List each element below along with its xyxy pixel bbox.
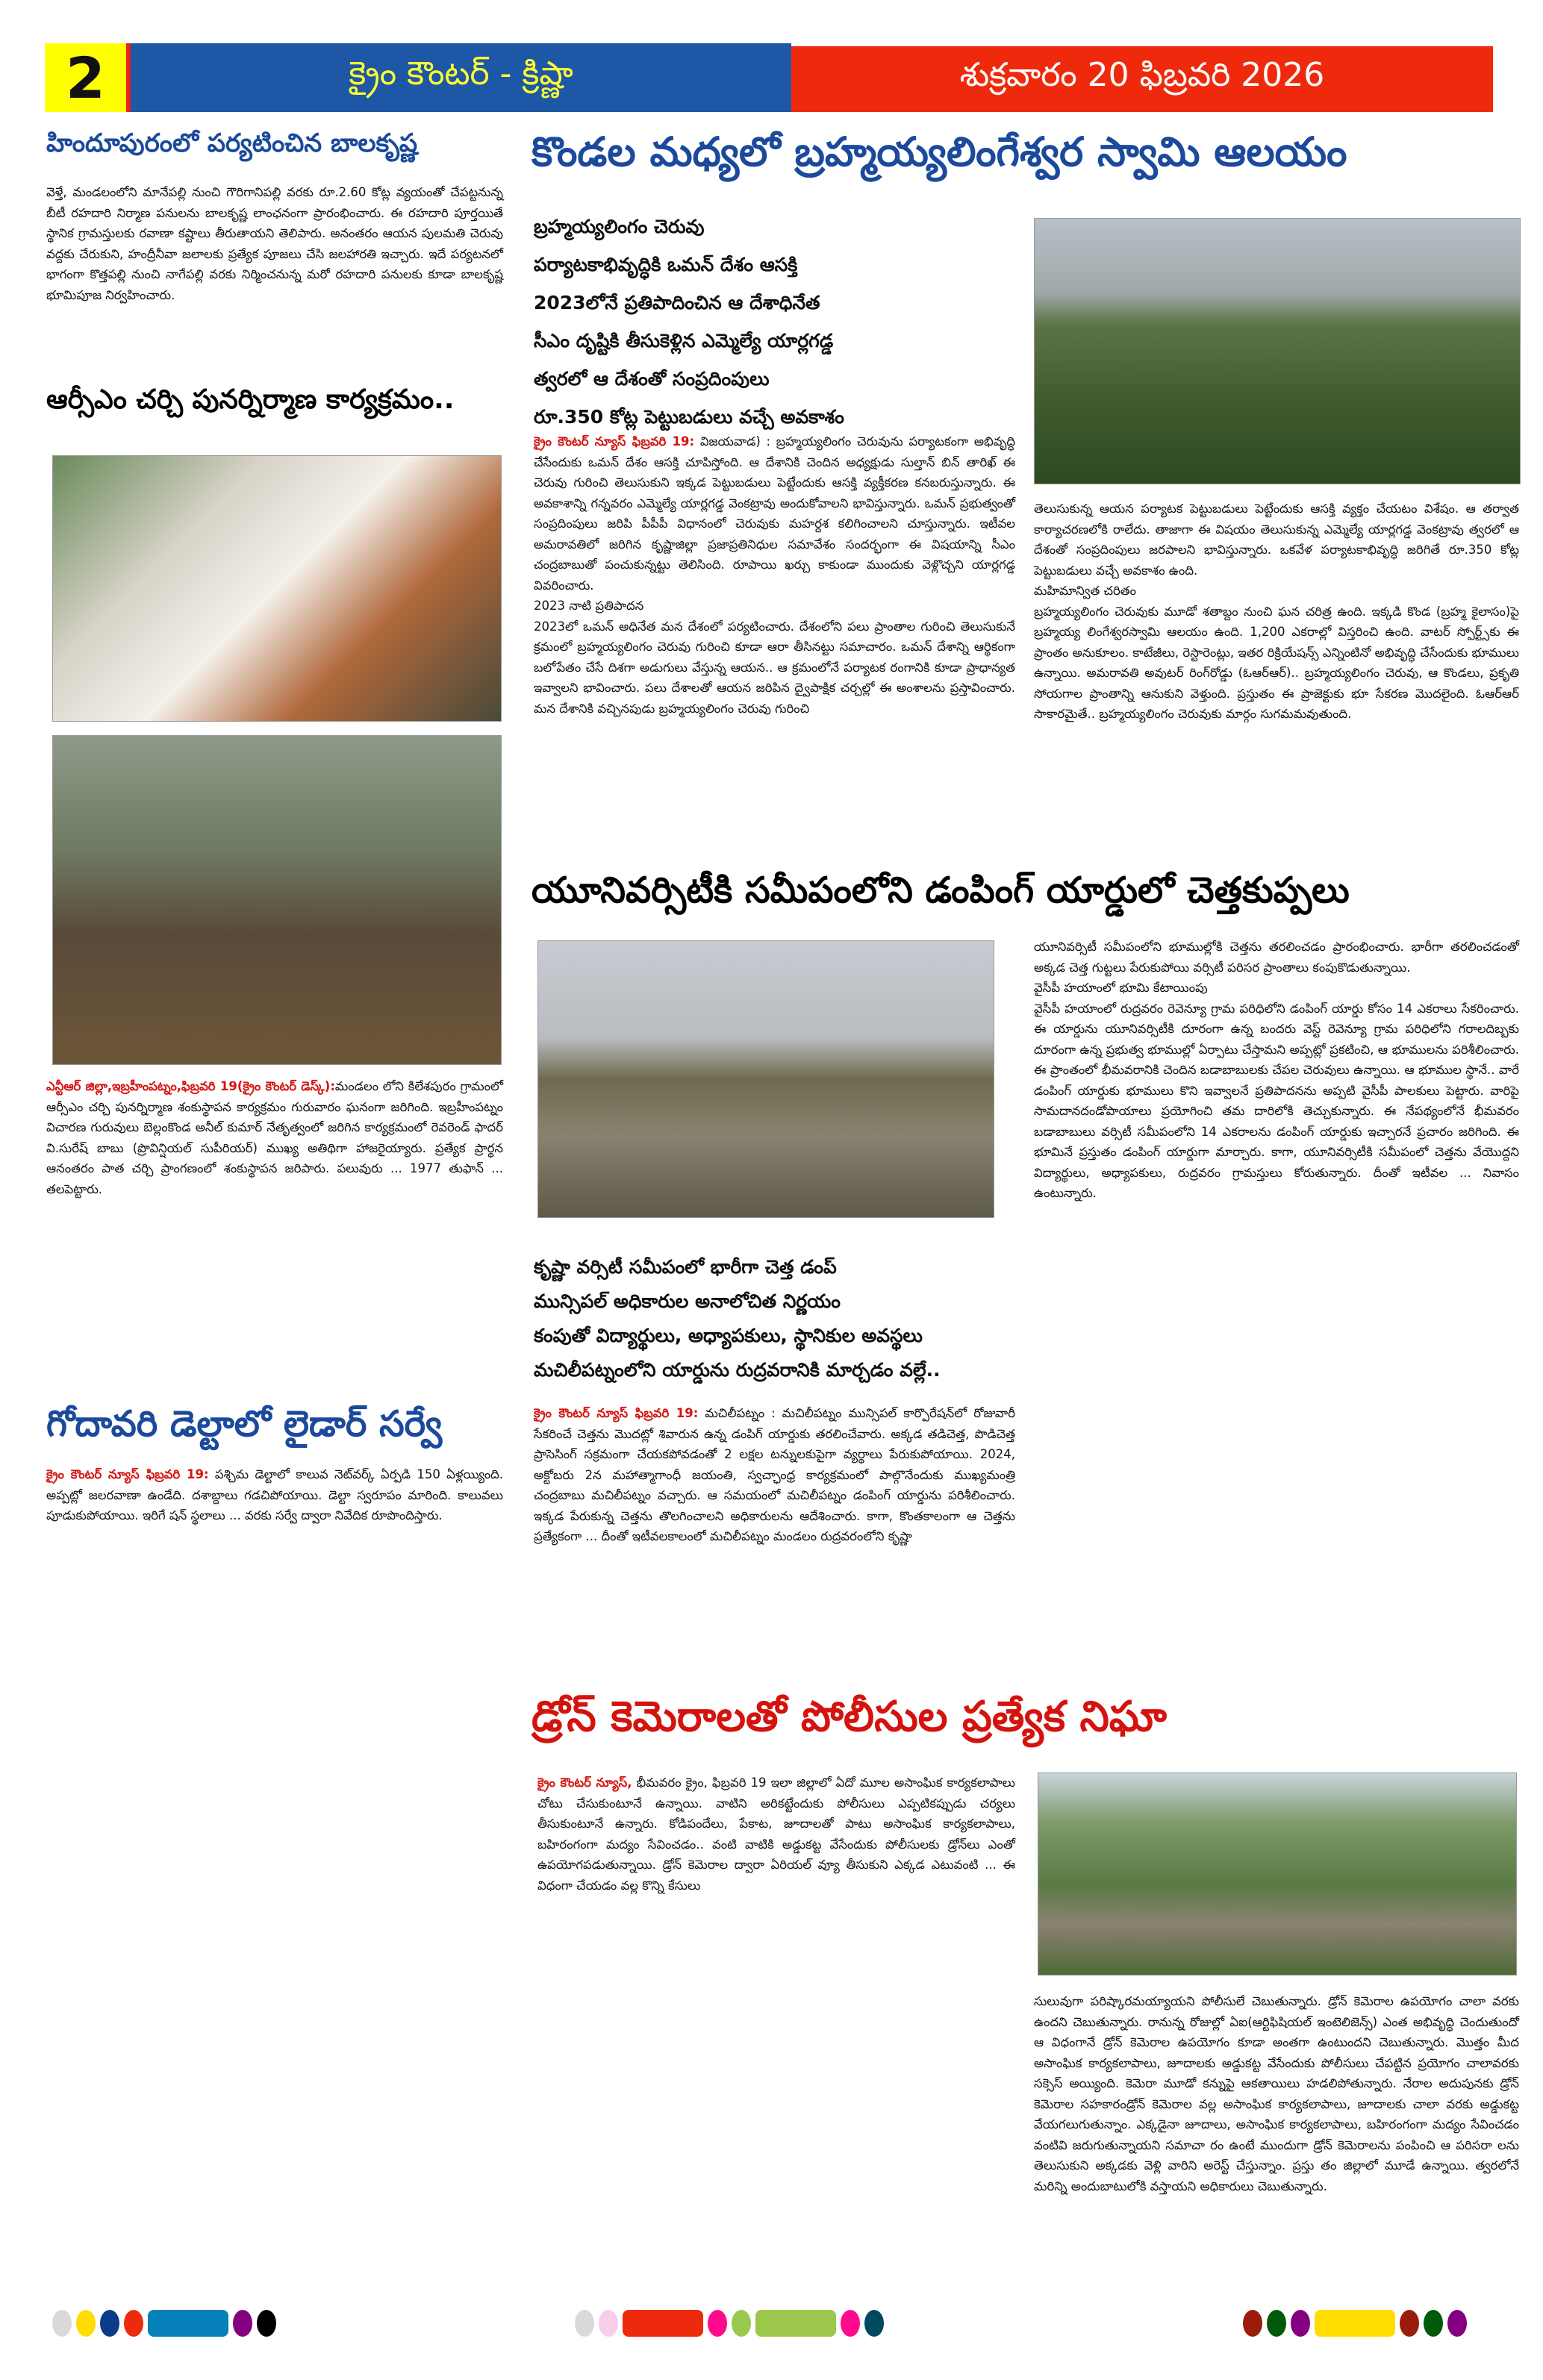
paragraph: బ్రహ్మయ్యలింగం చెరువుకు మూడో శతాబ్దం నుంచి ఘన చరిత్ర ఉంది. ఇక్కడి కొండ (బ్రహ్మ కైలాసం)పై బ్రహ్మయ్య లింగేశ్వరస్వామి ఆలయం ఉంది. 1,200 ఎకరాల్లో విస్తరించి ఉంది. వాటర్ స్పోర్ట్స్‌కు ఈ ప్రాంతం అనుకూలం. కాటేజీలు, రెస్టారెంట్లు, ఇతర రిక్రియేషన్స్ ఎన్నింటినో అభివృద్ధి చేసేందుకు భూములు ఉన్నాయి. అమరావతి అవుటర్ రింగ్‌రోడ్డు (ఓఆర్ఆర్).. బ్రహ్మయ్యలింగం చెరువు, ఆ కొండలు, ప్రకృతి సోయగాల ప్రాంతాన్ని ఆనుకుని వెళ్తుంది. ప్రస్తుతం ఈ ప్రాజెక్టుకు భూ సేకరణ మొదలైంది. ఓఆర్ఆర్ సాకారమైతే.. బ్రహ్మయ్యలింగం చెరువుకు మార్గం సుగమమవుతుంది. (1034, 604, 1519, 721)
color-swatch (575, 2310, 594, 2337)
color-swatch (708, 2310, 727, 2337)
subhead: బ్రహ్మయ్యలింగం చెరువు (534, 216, 705, 237)
paragraph: వెళ్తే, మండలంలోని మానేపల్లి నుంచి గౌరిగానిపల్లి వరకు రూ.2.60 కోట్ల వ్యయంతో చేపట్టనున్న బీటీ రహదారి నిర్మాణ పనులను బాలకృష్ణ లాంఛనంగా ప్రారంభించారు. ఈ రహదారి పూర్తయితే స్థానిక గ్రామస్తులకు రవాణా కష్టాలు తీరుతాయని తెలిపారు. అనంతరం ఆయన పులమతి చెరువు వద్దకు చేరుకుని, హంద్రీనీవా జలాలకు ప్రత్యేక పూజలు చేసి జలహారతి ఇచ్చారు. ఇదే పర్యటనలో భాగంగా కొత్తపల్లి నుంచి నాగేపల్లి వరకు నిర్మించనున్న మరో రహదారి పనులకు కూడా బాలకృష్ణ భూమిపూజ నిర్వహించారు. (46, 185, 503, 302)
color-swatch (623, 2310, 703, 2337)
color-swatch (1315, 2310, 1395, 2337)
subhead: రూ.350 కోట్ల పెట్టుబడులు వచ్చే అవకాశం (534, 406, 844, 428)
paragraph: 2023లో ఒమన్ అధినేత మన దేశంలో పర్యటించారు. దేశంలోని పలు ప్రాంతాల గురించి తెలుసుకునే క్రమంలో బ్రహ్మయ్యలింగం చెరువు గురించి కూడా ఆరా తీసినట్టు సమాచారం. ఒమన్ దేశాన్ని ఆర్థికంగా బలోపేతం చేసే దిశగా అడుగులు వేస్తున్న ఆయన.. ఆ క్రమంలోనే పర్యాటక రంగానికి కూడా ప్రాధాన్యత ఇవ్వాలని భావించారు. పలు దేశాలతో ఆయన జరిపిన ద్వైపాక్షిక చర్చల్లో ఈ అంశాలను ప్రస్తావించారు. మన దేశానికి వచ్చినపుడు బ్రహ్మయ్యలింగం చెరువు గురించి (534, 619, 1015, 716)
color-registration-marks-left (52, 2310, 276, 2337)
photo-drone-aerial-view (1038, 1772, 1517, 1975)
headline-hindupur: హిందూపురంలో పర్యటించిన బాలకృష్ణ (46, 128, 418, 158)
subhead: కంపుతో విద్యార్థులు, అధ్యాపకులు, స్థానికుల అవస్థలు (534, 1325, 923, 1346)
dateline: ఎన్టీఆర్ జిల్లా,ఇబ్రహీంపట్నం,ఫిబ్రవరి 19(క్రైం కౌంటర్ డెస్క్): (46, 1079, 335, 1093)
article-dumping-body-left (534, 1403, 1015, 1547)
color-swatch (732, 2310, 751, 2337)
paragraph: విజయవాడ) : బ్రహ్మయ్యలింగం చెరువును పర్యాటకంగా అభివృద్ధి చేసేందుకు ఒమన్ దేశం ఆసక్తి చూపిస్తోంది. ఆ దేశానికి చెందిన అధ్యక్షుడు సుల్తాన్ బిన్ తారిఖ్ ఈ చెరువు గురించి తెలుసుకుని ఇక్కడ పెట్టుబడులు పెట్టేందుకు ఆసక్తి వ్యక్తీకరణ కనబరుస్తున్నారు. ఈ అవకాశాన్ని గన్నవరం ఎమ్మెల్యే యార్లగడ్డ వెంకట్రావు అందుకోవాలని భావిస్తున్నారు. ఒమన్ ప్రభుత్వంతో సంప్రదింపులు జరిపి పీపీపీ విధానంలో చెరువుకు మహర్దశ కలిగించాలని చూస్తున్నారు. ఇటీవల అమరావతిలో జరిగిన కృష్ణాజిల్లా ప్రజాప్రతినిధుల సమావేశం సందర్భంగా ఈ విషయాన్ని సీఎం చంద్రబాబుతో పంచుకున్నట్టు తెలిసింది. రూపాయి ఖర్చు కాకుండా ముందుకు వెళ్లొచ్చని యార్లగడ్డ వివరించారు. (534, 434, 1015, 593)
color-swatch (257, 2310, 276, 2337)
headline-drone: డ్రోన్ కెమెరాలతో పోలీసుల ప్రత్యేక నిఘా (532, 1693, 1168, 1741)
photo-church-ceremony (52, 455, 502, 722)
article-drone-body-left (537, 1772, 1015, 1896)
paragraph: మండలం లోని కిలేశపురం గ్రామంలో ఆర్సీఎం చర్చి పునర్నిర్మాణ శంకుస్థాపన కార్యక్రమం గురువారం ఘనంగా జరిగింది. ఇబ్రహీంపట్నం విచారణ గురువులు బెల్లంకొండ అనీల్ కుమార్ నేతృత్వంలో జరిగిన కార్యక్రమంలో రెవరెండ్ ఫాదర్ వి.సురేష్ బాబు (ప్రొవిన్షియల్ సుపీరియర్) ముఖ్య అతిథిగా హాజరైయ్యారు. ప్రత్యేక ప్రార్థన ఆనంతరం పాత చర్చి ప్రాంగణంలో శంకుస్థాపన జరిపారు. పలువురు ... 1977 తుఫాన్ ... తలపెట్టారు. (46, 1079, 503, 1196)
color-swatch (52, 2310, 72, 2337)
color-swatch (76, 2310, 96, 2337)
dumping-subheads (534, 1250, 1019, 1387)
article-hindupur-body (46, 182, 503, 305)
section-title: క్రైం కౌంటర్ - క్రిష్ణా (131, 43, 791, 112)
dateline: క్రైం కౌంటర్ న్యూస్, (537, 1775, 632, 1790)
color-swatch (755, 2310, 836, 2337)
subhead: సీఎం దృష్టికి తీసుకెళ్లిన ఎమ్మెల్యే యార్లగడ్డ (534, 330, 834, 352)
article-dumping-body-right (1034, 937, 1519, 1204)
photo-garbage-dump (537, 940, 994, 1218)
temple-subheads (534, 207, 1019, 436)
dateline: క్రైం కౌంటర్ న్యూస్ ఫిబ్రవరి 19: (534, 434, 695, 449)
headline-church: ఆర్సీఎం చర్చి పునర్నిర్మాణ కార్యక్రమం.. (46, 384, 455, 415)
paragraph: సులువుగా పరిష్కారమయ్యాయని పోలీసులే చెబుతున్నారు. డ్రోన్ కెమెరాల ఉపయోగం చాలా వరకు ఉందని చెబుతున్నారు. రానున్న రోజుల్లో ఏఐ(ఆర్టిఫిషియల్ ఇంటెలిజెన్స్) ఎంత అభివృద్ధి చెందుతుందో ఆ విధంగానే డ్రోన్ కెమెరాల ఉపయోగం కూడా అంతగా ఉంటుందని చెబుతున్నారు. మొత్తం మీద అసాంఘిక కార్యకలాపాలు, జూదాలకు అడ్డుకట్ట వేసేందుకు పోలీసులు చేపట్టిన ప్రయోగం చాలావరకు సక్సెస్ అయ్యింది. కెమెరా మూడో కన్నుపై ఆకతాయిలు హడలిపోతున్నారు. నేరాల అదుపునకు డ్రోన్ కెమెరాల సహకారండ్రోన్ కెమెరాల వల్ల అసాంఘిక కార్యకలాపాలు, జూదాలకు చాలా వరకు అడ్డుకట్ట వేయగలుగుతున్నాం. ఎక్కడైనా జూదాలు, అసాంఘిక కార్యకలాపాలు, బహిరంగంగా మద్యం సేవించడం వంటివి జరుగుతున్నాయని సమాచా రం ఉంటే ముందుగా డ్రోన్ కెమెరాలను పంపించి ఆ పరిసరా లను తెలుసుకుని అక్కడకు వెళ్లి వారిని అరెస్ట్ చేస్తున్నాం. ప్రస్తు తం జిల్లాలో మూడే ఉన్నాయి. త్వరలోనే మరిన్ని అందుబాటులోకి వస్తాయని అధికారులు చెబుతున్నారు. (1034, 1994, 1519, 2193)
color-swatch (841, 2310, 860, 2337)
subhead: కృష్ణా వర్సిటీ సమీపంలో భారీగా చెత్త డంప్ (534, 1256, 837, 1278)
section-subhead: 2023 నాటి ప్రతిపాదన (534, 599, 644, 613)
paragraph: వైసీపీ హయాంలో రుద్రవరం రెవెన్యూ గ్రామ పరిధిలోని డంపింగ్ యార్డు కోసం 14 ఎకరాలు సేకరించారు. ఈ యార్డును యూనివర్సిటీకి దూరంగా ఉన్న బందరు వెస్ట్ రెవెన్యూ గ్రామ పరిధిలోని గరాలదిబ్బకు దూరంగా ఉన్న ప్రభుత్వ భూముల్లో ఏర్పాటు చేస్తామని అప్పట్లో ప్రకటించి, ఆ భూములను పరిశీలించారు. ఈ ప్రాంతంలో భీమవరానికి చెందిన బడాబాబులకు చేపల చెరువులు ఉన్నాయి. ఆ భూముల స్థానే.. వారే డంపింగ్ యార్డుకు భూములు కొని ఇవ్వాలనే ప్రతిపాదనను అప్పటి వైసీపీ పాలకులు పెట్టారు. వారిపై సామదానదండోపాయాలు ప్రయోగించి తమ దారిలోకి తెచ్చుకున్నారు. ఈ నేపథ్యంలోనే భీమవరం బడాబాబులు వర్సిటీ సమీపంలోని 14 ఎకరాలను డంపింగ్ యార్డుకు ఇచ్చారనే ప్రచారం జరిగింది. ఈ భూమినే ప్రస్తుతం డంపింగ్ యార్డుగా మార్చారు. కాగా, యూనివర్సిటీకి సమీపంలో చెత్తను వేయొద్దని విద్యార్థులు, అధ్యాపకులు, రుద్రవరం గ్రామస్తులు కోరుతున్నారు. దీంతో ఇటీవల ... నివాసం ఉంటున్నారు. (1034, 1001, 1519, 1200)
headline-godavari: గోదావరి డెల్టాలో లైడార్ సర్వే (46, 1403, 443, 1445)
section-subhead: వైసీపీ హయాంలో భూమి కేటాయింపు (1034, 981, 1208, 995)
color-swatch (1400, 2310, 1419, 2337)
article-godavari-body (46, 1464, 503, 1526)
article-temple-body-right (1034, 499, 1519, 725)
paragraph: మచిలీపట్నం : మచిలీపట్నం మున్సిపల్ కార్పొరేషన్‌లో రోజువారీ సేకరించే చెత్తను మొదట్లో శివారున ఉన్న డంపిగ్ యార్డుకు తరలించేవారు. అక్కడ తడిచెత్త, పొడిచెత్త ప్రాసెసింగ్ సక్రమంగా చేయకపోవడంతో 2 లక్షల టన్నులకుపైగా వ్యర్థాలు పేరుకుపోయాయి. 2024, అక్టోబరు 2న మహాత్మాగాంధీ జయంతి, స్వచ్ఛాంధ్ర కార్యక్రమంలో పాల్గొనేందుకు ముఖ్యమంత్రి చంద్రబాబు మచిలీపట్నం వచ్చారు. ఆ సమయంలో మచిలీపట్నం డంపింగ్ యార్డును పరిశీలించారు. ఇక్కడ పేరుకున్న చెత్తను తొలగించాలని అధికారులను ఆదేశించారు. కాగా, కొంతకాలంగా ఆ చెత్తను ప్రత్యేకంగా ... దీంతో ఇటీవలకాలంలో మచిలీపట్నం మండలం రుద్రవరంలోని కృష్ణా (534, 1406, 1015, 1543)
subhead: మున్సిపల్ అధికారుల అనాలోచిత నిర్ణయం (534, 1290, 841, 1312)
color-swatch (1447, 2310, 1467, 2337)
photo-church-site (52, 735, 502, 1065)
dateline: క్రైం కౌంటర్ న్యూస్ ఫిబ్రవరి 19: (46, 1467, 209, 1481)
paragraph: యూనివర్సిటీ సమీపంలోని భూముల్లోకి చెత్తను తరలించడం ప్రారంభించారు. భారీగా తరలించడంతో అక్కడ చెత్త గుట్టలు పేరుకుపోయి వర్సిటీ పరిసర ప్రాంతాలు కంపుకొడుతున్నాయి. (1034, 940, 1519, 975)
color-swatch (148, 2310, 228, 2337)
paragraph: తెలుసుకున్న ఆయన పర్యాటక పెట్టుబడులు పెట్టేందుకు ఆసక్తి వ్యక్తం చేయటం విశేషం. ఆ తర్వాత కార్యాచరణలోకి రాలేదు. తాజాగా ఈ విషయం తెలుసుకున్న ఎమ్మెల్యే యార్లగడ్డ వెంకట్రావు త్వరలో ఆ దేశంతో సంప్రదింపులు జరపాలని భావిస్తున్నారు. ఒకవేళ పర్యాటకాభివృద్ధి జరిగితే రూ.350 కోట్ల పెట్టుబడులు వచ్చే అవకాశం ఉంది. (1034, 502, 1519, 578)
headline-dumping-yard: యూనివర్సిటీకి సమీపంలోని డంపింగ్ యార్డులో చెత్తకుప్పలు (532, 869, 1350, 911)
color-swatch (233, 2310, 252, 2337)
color-swatch (1291, 2310, 1310, 2337)
subhead: పర్యాటకాభివృద్ధికి ఒమన్ దేశం ఆసక్తి (534, 254, 798, 275)
article-temple-body-left (534, 431, 1015, 719)
color-registration-marks-center (575, 2310, 884, 2337)
article-drone-body-right (1034, 1991, 1519, 2196)
color-swatch (1267, 2310, 1286, 2337)
subhead: 2023లోనే ప్రతిపాదించిన ఆ దేశాధినేత (534, 292, 820, 313)
paragraph: భీమవరం క్రైం, ఫిబ్రవరి 19 ఇలా జిల్లాలో ఏదో మూల అసాంఘిక కార్యకలాపాలు చోటు చేసుకుంటూనే ఉన్నాయి. వాటిని అరికట్టేందుకు పోలీసులు ఎప్పటికప్పుడు చర్యలు తీసుకుంటూనే ఉన్నారు. కోడిపందేలు, పేకాట, జూదాలతో పాటు అసాంఘిక కార్యకలాపాలు, బహిరంగంగా మద్యం సేవించడం.. వంటి వాటికి అడ్డుకట్ట వేసేందుకు పోలీసులకు డ్రోన్‌లు ఎంతో ఉపయోగపడుతున్నాయి. డ్రోన్ కెమెరాల ద్వారా ఏరియల్ వ్యూ తీసుకుని ఎక్కడ ఎటువంటి ... ఈ విధంగా చేయడం వల్ల కొన్ని కేసులు (537, 1775, 1016, 1893)
color-swatch (1243, 2310, 1262, 2337)
color-swatch (864, 2310, 884, 2337)
subhead: మచిలీపట్నంలోని యార్డును రుద్రవరానికి మార్చడం వల్లే.. (534, 1359, 941, 1381)
color-registration-marks-right (1243, 2310, 1467, 2337)
color-swatch (599, 2310, 618, 2337)
article-church-body (46, 1076, 503, 1199)
page-number: 2 (45, 43, 131, 112)
color-swatch (124, 2310, 143, 2337)
photo-temple-aerial (1034, 218, 1521, 484)
subhead: త్వరలో ఆ దేశంతో సంప్రదింపులు (534, 368, 770, 390)
headline-temple: కొండల మధ్యలో బ్రహ్మయ్యలింగేశ్వర స్వామి ఆలయం (532, 128, 1347, 175)
dateline: క్రైం కౌంటర్ న్యూస్ ఫిబ్రవరి 19: (534, 1406, 699, 1420)
color-swatch (100, 2310, 119, 2337)
paragraph: పశ్చిమ డెల్టాలో కాలువ నెట్‌వర్క్ ఏర్పడి 150 ఏళ్లయ్యింది. అప్పట్లో జలరవాణా ఉండేది. దశాబ్దాలు గడచిపోయాయి. డెల్టా స్వరూపం మారింది. కాలువలు పూడుకుపోయాయి. ఇరిగే షన్ స్థలాలు ... వరకు సర్వే ద్వారా నివేదిక రూపొందిస్తారు. (46, 1467, 503, 1522)
issue-date: శుక్రవారం 20 ఫిబ్రవరి 2026 (791, 46, 1493, 112)
color-swatch (1424, 2310, 1443, 2337)
section-subhead: మహిమాన్విత చరితం (1034, 584, 1136, 598)
